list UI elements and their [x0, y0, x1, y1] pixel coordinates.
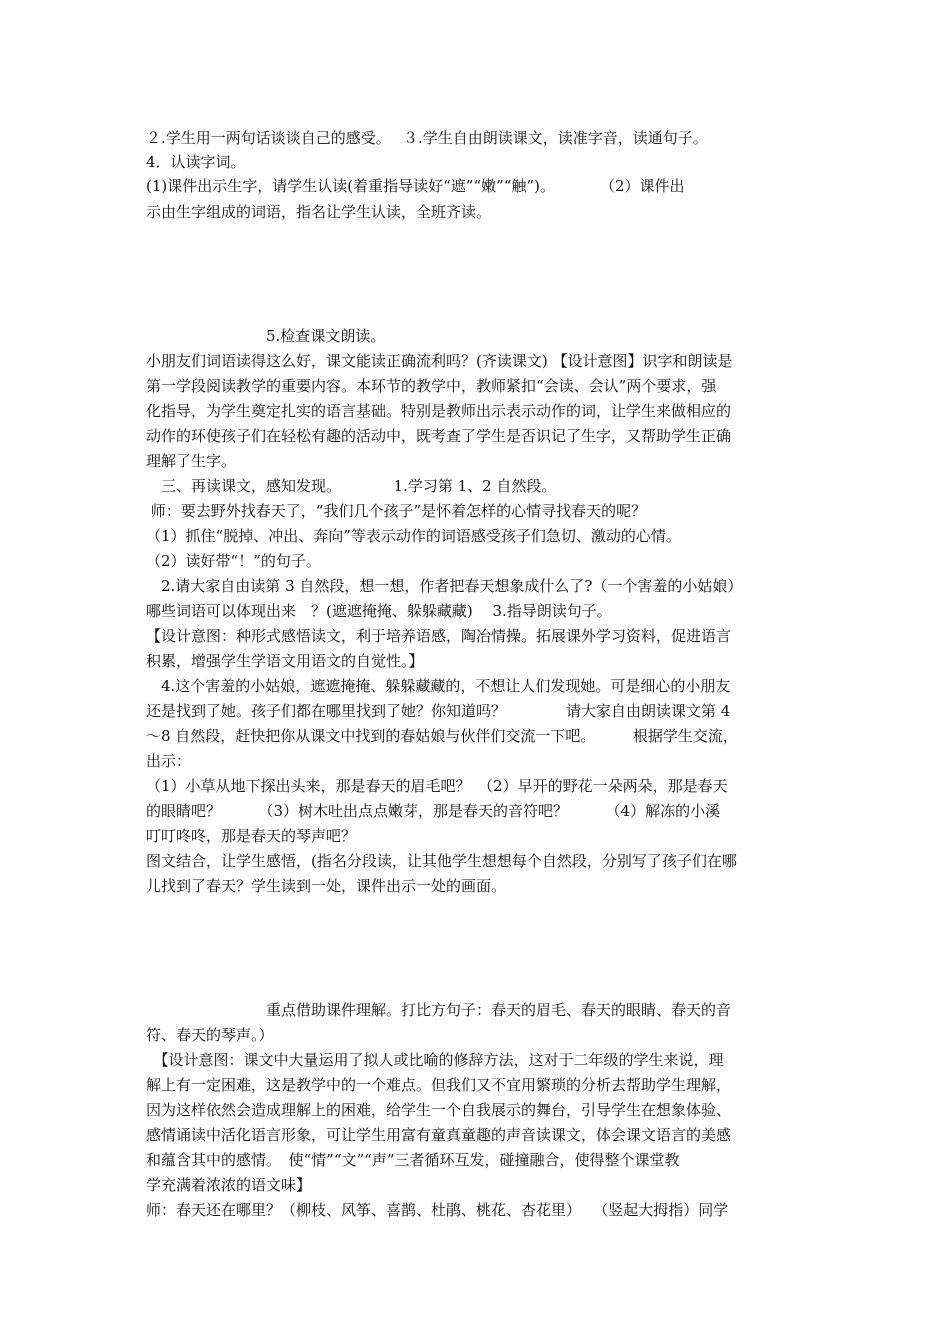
text-line: 还是找到了她。孩子们都在哪里找到了她？你知道吗？ 请大家自由朗读课文第 4 — [146, 702, 731, 720]
text-line: 出示： — [146, 752, 192, 770]
text-line: 的眼睛吧？ （3）树木吐出点点嫩芽，那是春天的音符吧？ （4）解冻的小溪 — [146, 802, 721, 820]
text-line: 学充满着浓浓的语文味】 — [146, 1176, 312, 1194]
text-line: 4．认读字词。 — [146, 153, 246, 171]
text-line: 和蕴含其中的感情。 使“情”“文”“声”三者循环互发，碰撞融合，使得整个课堂教 — [146, 1151, 680, 1169]
text-line: （1）抓住“脱掉、冲出、奔向”等表示动作的词语感受孩子们急切、激动的心情。 — [146, 527, 681, 545]
text-line: 化指导，为学生奠定扎实的语言基础。特别是教师出示表示动作的词，让学生来做相应的 — [146, 402, 732, 420]
text-line: 师：要去野外找春天了，“我们几个孩子”是怀着怎样的心情寻找春天的呢？ — [146, 502, 647, 520]
text-line: 2.请大家自由读第 3 自然段，想一想，作者把春天想象成什么了?（一个害羞的小姑娘） — [146, 577, 743, 595]
text-line: 重点借助课件理解。打比方句子：春天的眉毛、春天的眼睛、春天的音 — [146, 1001, 732, 1019]
text-line: 理解了生字。 — [146, 452, 237, 470]
text-line: 4.这个害羞的小姑娘，遮遮掩掩、躲躲藏藏的，不想让人们发现她。可是细心的小朋友 — [146, 677, 731, 695]
text-line: 小朋友们词语读得这么好，课文能读正确流利吗？(齐读课文) 【设计意图】识字和朗读是 — [146, 352, 733, 370]
text-line: 三、再读课文，感知发现。 1.学习第 1、2 自然段。 — [146, 477, 557, 495]
text-line: 第一学段阅读教学的重要内容。本环节的教学中，教师紧扣“会读、会认”两个要求，强 — [146, 377, 717, 395]
text-line: 感情诵读中活化语言形象，可让学生用富有童真童趣的声音读课文，体会课文语言的美感 — [146, 1126, 732, 1144]
text-line: 示由生字组成的词语，指名让学生认读，全班齐读。 — [146, 203, 492, 221]
text-line: 【设计意图：种形式感悟读文，利于培养语感，陶冶情操。拓展课外学习资料，促进语言 — [146, 627, 732, 645]
text-line: （1）小草从地下探出头来，那是春天的眉毛吧？ （2）早开的野花一朵两朵，那是春天 — [146, 777, 728, 795]
text-line: 师：春天还在哪里？（柳枝、风筝、喜鹊、杜鹃、桃花、杏花里） （竖起大拇指）同学 — [146, 1201, 729, 1219]
text-line: 哪些词语可以体现出来 ？(遮遮掩掩、躲躲藏藏) 3.指导朗读句子。 — [146, 602, 612, 620]
text-line: ２.学生用一两句话谈谈自己的感受。 ３.学生自由朗读课文，读准字音，读通句子。 — [146, 129, 708, 147]
text-line: 5.检查课文朗读。 — [146, 327, 386, 345]
text-line: 叮叮咚咚，那是春天的琴声吧？ — [146, 827, 357, 845]
text-line: 因为这样依然会造成理解上的困难，给学生一个自我展示的舞台，引导学生在想象体验、 — [146, 1101, 732, 1119]
text-line: 【设计意图：课文中大量运用了拟人或比喻的修辞方法，这对于二年级的学生来说，理 — [146, 1051, 724, 1069]
text-line: 解上有一定困难，这是教学中的一个难点。但我们又不宜用繁琐的分析去帮助学生理解， — [146, 1076, 732, 1094]
text-line: 积累，增强学生学语文用语文的自觉性。】 — [146, 652, 424, 670]
text-line: 符、春天的琴声。） — [146, 1026, 274, 1044]
text-line: 图文结合，让学生感悟，(指名分段读，让其他学生想想每个自然段，分别写了孩子们在哪 — [146, 852, 737, 870]
text-line: ～8 自然段，赶快把你从课文中找到的春姑娘与伙伴们交流一下吧。 根据学生交流， — [146, 727, 738, 745]
text-line: （2）读好带“！”的句子。 — [146, 552, 321, 570]
text-line: 动作的环使孩子们在轻松有趣的活动中，既考查了学生是否识记了生字，又帮助学生正确 — [146, 427, 732, 445]
text-line: (1)课件出示生字，请学生认读(着重指导读好“遮”“嫩”“触”)。 （2）课件出 — [146, 177, 685, 195]
text-line: 儿找到了春天？学生读到一处，课件出示一处的画面。 — [146, 877, 507, 895]
